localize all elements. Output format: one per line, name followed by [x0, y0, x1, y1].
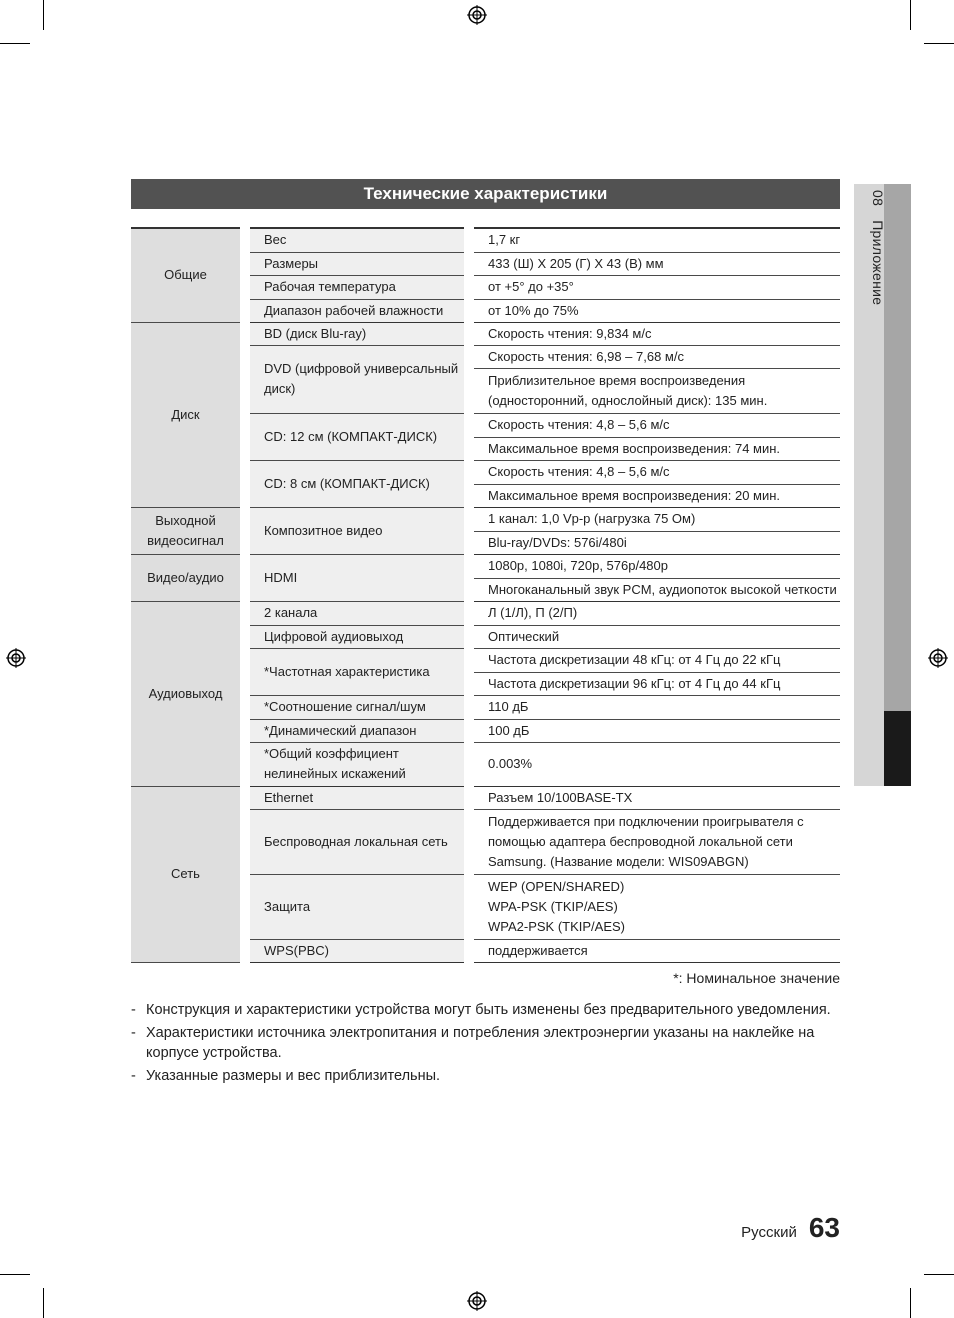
feature-cell: Размеры: [245, 252, 469, 275]
crop-mark: [924, 1274, 954, 1275]
value-cell: Скорость чтения: 6,98 – 7,68 м/с: [469, 345, 840, 368]
feature-cell: Рабочая температура: [245, 275, 469, 299]
feature-cell: *Соотношение сигнал/шум: [245, 695, 469, 719]
value-cell: Скорость чтения: 4,8 – 5,6 м/с: [469, 460, 840, 484]
feature-cell: CD: 8 см (КОМПАКТ-ДИСК): [245, 460, 469, 507]
value-cell: 1080p, 1080i, 720p, 576p/480p: [469, 554, 840, 578]
table-row: [131, 786, 840, 809]
value-cell: Максимальное время воспроизведения: 20 мин.: [469, 484, 840, 507]
crop-mark: [910, 1288, 911, 1318]
category-cell: Сеть: [131, 786, 245, 962]
feature-cell: *Динамический диапазон: [245, 719, 469, 742]
value-cell: Blu-ray/DVDs: 576i/480i: [469, 531, 840, 554]
list-item: - Конструкция и характеристики устройства могут быть изменены без предварительного уведомления.: [131, 1002, 831, 1018]
feature-cell: *Общий коэффициент нелинейных искажений: [245, 742, 469, 786]
chapter-number: 08: [870, 190, 886, 207]
feature-cell: WPS(PBC): [245, 939, 469, 962]
value-cell: Частота дискретизации 96 кГц: от 4 Гц до 44 кГц: [469, 672, 840, 695]
page-footer: [741, 1212, 840, 1244]
value-cell: 100 дБ: [469, 719, 840, 742]
registration-mark-icon: [467, 5, 487, 25]
feature-cell: HDMI: [245, 554, 469, 601]
table-row: [131, 554, 840, 578]
value-cell: Скорость чтения: 9,834 м/с: [469, 322, 840, 345]
feature-cell: Композитное видео: [245, 507, 469, 554]
value-cell: Скорость чтения: 4,8 – 5,6 м/с: [469, 413, 840, 437]
feature-cell: Защита: [245, 874, 469, 939]
value-cell: Оптический: [469, 625, 840, 648]
note-text: Характеристики источника электропитания и потребления электроэнергии указаны на наклейке на корпусе устройства.: [146, 1025, 815, 1061]
value-cell: WEP (OPEN/SHARED) WPA-PSK (TKIP/AES) WPA2-PSK (TKIP/AES): [469, 874, 840, 939]
crop-mark: [924, 43, 954, 44]
feature-cell: Диапазон рабочей влажности: [245, 299, 469, 322]
value-cell: 433 (Ш) X 205 (Г) X 43 (В) мм: [469, 252, 840, 275]
crop-mark: [0, 1274, 30, 1275]
feature-cell: Цифровой аудиовыход: [245, 625, 469, 648]
crop-mark: [43, 1288, 44, 1318]
feature-cell: BD (диск Blu-ray): [245, 322, 469, 345]
crop-mark: [43, 0, 44, 30]
crop-mark: [910, 0, 911, 30]
crop-mark: [0, 43, 30, 44]
feature-cell: CD: 12 см (КОМПАКТ-ДИСК): [245, 413, 469, 460]
value-cell: Разъем 10/100BASE-TX: [469, 786, 840, 809]
side-tab-label: [870, 190, 886, 305]
page-number: 63: [808, 1212, 840, 1243]
value-cell: поддерживается: [469, 939, 840, 962]
feature-cell: 2 канала: [245, 601, 469, 625]
value-cell: от +5° до +35°: [469, 275, 840, 299]
value-cell: 0.003%: [469, 742, 840, 786]
section-title: Технические характеристики: [131, 179, 840, 209]
note-text: Конструкция и характеристики устройства могут быть изменены без предварительного уведомления.: [146, 1002, 831, 1018]
footnote: *: Номинальное значение: [673, 970, 840, 986]
table-row: [131, 322, 840, 345]
value-cell: 110 дБ: [469, 695, 840, 719]
category-cell: Аудиовыход: [131, 601, 245, 786]
table-row: [131, 601, 840, 625]
category-cell: Диск: [131, 322, 245, 507]
value-cell: Частота дискретизации 48 кГц: от 4 Гц до 22 кГц: [469, 648, 840, 672]
value-cell: Приблизительное время воспроизведения (односторонний, однослойный диск): 135 мин.: [469, 368, 840, 413]
value-cell: 1,7 кг: [469, 228, 840, 252]
notes-list: [131, 1000, 840, 1089]
list-item: - Характеристики источника электропитания и потребления электроэнергии указаны на наклейке на корпусе устройства.: [131, 1025, 815, 1061]
feature-cell: DVD (цифровой универсальный диск): [245, 345, 469, 413]
value-cell: от 10% до 75%: [469, 299, 840, 322]
language-label: Русский: [741, 1224, 797, 1241]
feature-cell: Беспроводная локальная сеть: [245, 809, 469, 874]
category-cell: Видео/аудио: [131, 554, 245, 601]
feature-cell: *Частотная характеристика: [245, 648, 469, 695]
chapter-side-tab: [854, 184, 911, 786]
table-row: [131, 507, 840, 531]
value-cell: Л (1/Л), П (2/П): [469, 601, 840, 625]
value-cell: Максимальное время воспроизведения: 74 мин.: [469, 437, 840, 460]
feature-cell: Вес: [245, 228, 469, 252]
table-row: [131, 228, 840, 252]
value-cell: 1 канал: 1,0 Vp-p (нагрузка 75 Ом): [469, 507, 840, 531]
registration-mark-icon: [6, 648, 26, 668]
registration-mark-icon: [467, 1291, 487, 1311]
side-tab-dark-marker: [884, 711, 911, 786]
chapter-title: Приложение: [870, 220, 886, 306]
note-text: Указанные размеры и вес приблизительны.: [146, 1068, 441, 1084]
category-cell: Общие: [131, 228, 245, 322]
list-item: - Указанные размеры и вес приблизительны.: [131, 1068, 441, 1084]
spec-table: [131, 227, 840, 963]
value-cell: Поддерживается при подключении проигрывателя с помощью адаптера беспроводной локальной сети Samsung. (Название модели: WIS09ABGN): [469, 809, 840, 874]
feature-cell: Ethernet: [245, 786, 469, 809]
value-cell: Многоканальный звук PCM, аудиопоток высокой четкости: [469, 578, 840, 601]
registration-mark-icon: [928, 648, 948, 668]
category-cell: Выходной видеосигнал: [131, 507, 245, 554]
